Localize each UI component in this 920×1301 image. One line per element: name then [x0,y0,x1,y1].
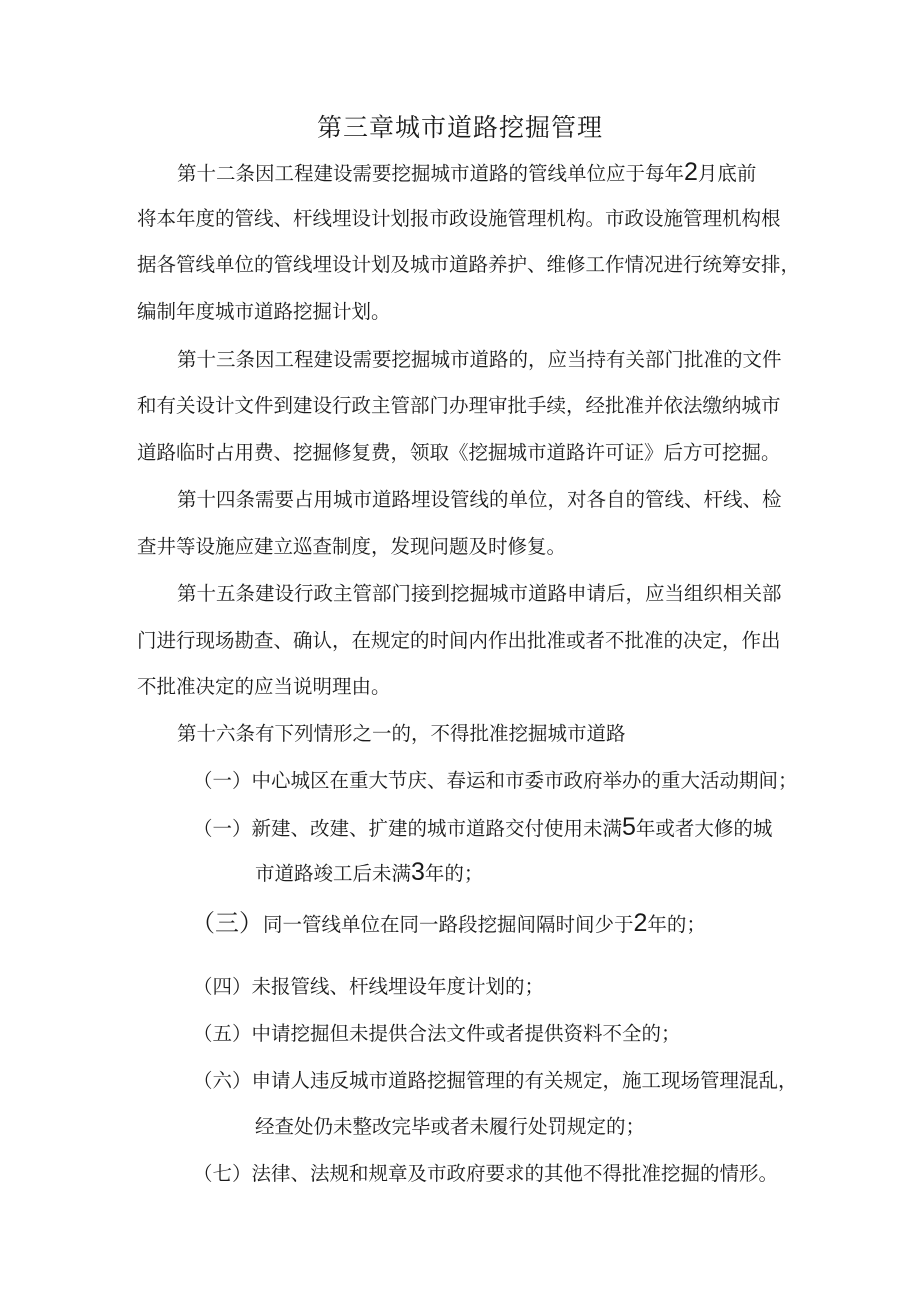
article-16-item-3-text-a: 同一管线单位在同一路段挖掘间隔时间少于 [263,913,634,936]
article-16-item-2-text-c: 市道路竣工后未满 [255,862,412,885]
article-16-item-6-line-2: 经查处仍未整改完毕或者未履行处罚规定的； [255,1115,646,1138]
article-16-item-6-line-1: （六）申请人违反城市道路挖掘管理的有关规定，施工现场管理混乱， [193,1069,798,1092]
article-12-line-3: 据各管线单位的管线埋设计划及城市道路养护、维修工作情况进行统筹安排， [137,253,801,276]
article-13-line-2: 和有关设计文件到建设行政主管部门办理审批手续，经批准并依法缴纳城市 [137,394,781,417]
article-16-item-2-line-2 [255,858,483,888]
article-16-item-3 [191,909,706,939]
article-16-item-2-years-number: 5 [622,813,636,841]
article-16-item-2-years-number-2: 3 [411,858,425,886]
article-13-line-3: 道路临时占用费、挖掘修复费，领取《挖掘城市道路许可证》后方可挖掘。 [137,441,781,464]
article-16-item-1: （一）中心城区在重大节庆、春运和市委市政府举办的重大活动期间； [193,769,798,792]
article-16-item-2-text-d: 年的； [424,862,484,885]
article-12-line-1 [177,158,756,188]
article-16-item-3-text-b: 年的； [647,913,706,936]
article-12-month-number: 2 [684,158,698,186]
article-16-item-7: （七）法律、法规和规章及市政府要求的其他不得批准挖掘的情形。 [193,1162,779,1185]
article-16-item-4: （四）未报管线、杆线埋设年度计划的； [193,975,545,998]
article-16-item-3-years-number: 2 [633,909,648,937]
article-16-item-5: （五）中请挖掘但未提供合法文件或者提供资料不全的； [193,1022,681,1045]
article-15-line-3: 不批准决定的应当说明理由。 [137,675,391,698]
article-12-line-4: 编制年度城市道路挖掘计划。 [137,300,391,323]
article-15-line-1: 第十五条建设行政主管部门接到挖掘城市道路申请后，应当组织相关部 [177,582,782,605]
article-12-text-b: 月底前 [697,162,757,185]
article-16-item-2-line-1 [193,813,772,843]
chapter-title: 第三章城市道路挖掘管理 [316,113,603,142]
article-13-line-1: 第十三条因工程建设需要挖掘城市道路的，应当持有关部门批准的文件 [177,348,782,371]
article-16-item-2-text-b: 年或者大修的城 [635,817,773,840]
article-12-line-2: 将本年度的管线、杆线埋设计划报市政设施管理机构。市政设施管理机构根 [137,207,781,230]
article-12-text-a: 第十二条因工程建设需要挖掘城市道路的管线单位应于每年 [177,162,685,185]
article-16-item-2-text-a: （一）新建、改建、扩建的城市道路交付使用未满 [193,817,623,840]
article-14-line-2: 查井等设施应建立巡查制度，发现问题及时修复。 [137,535,567,558]
article-16-item-3-marker: （三） [191,909,263,937]
article-14-line-1: 第十四条需要占用城市道路埋设管线的单位，对各自的管线、杆线、检 [177,488,782,511]
article-16-intro: 第十六条有下列情形之一的，不得批准挖掘城市道路 [177,722,626,745]
article-15-line-2: 门进行现场勘查、确认，在规定的时间内作出批准或者不批准的决定，作出 [137,629,781,652]
